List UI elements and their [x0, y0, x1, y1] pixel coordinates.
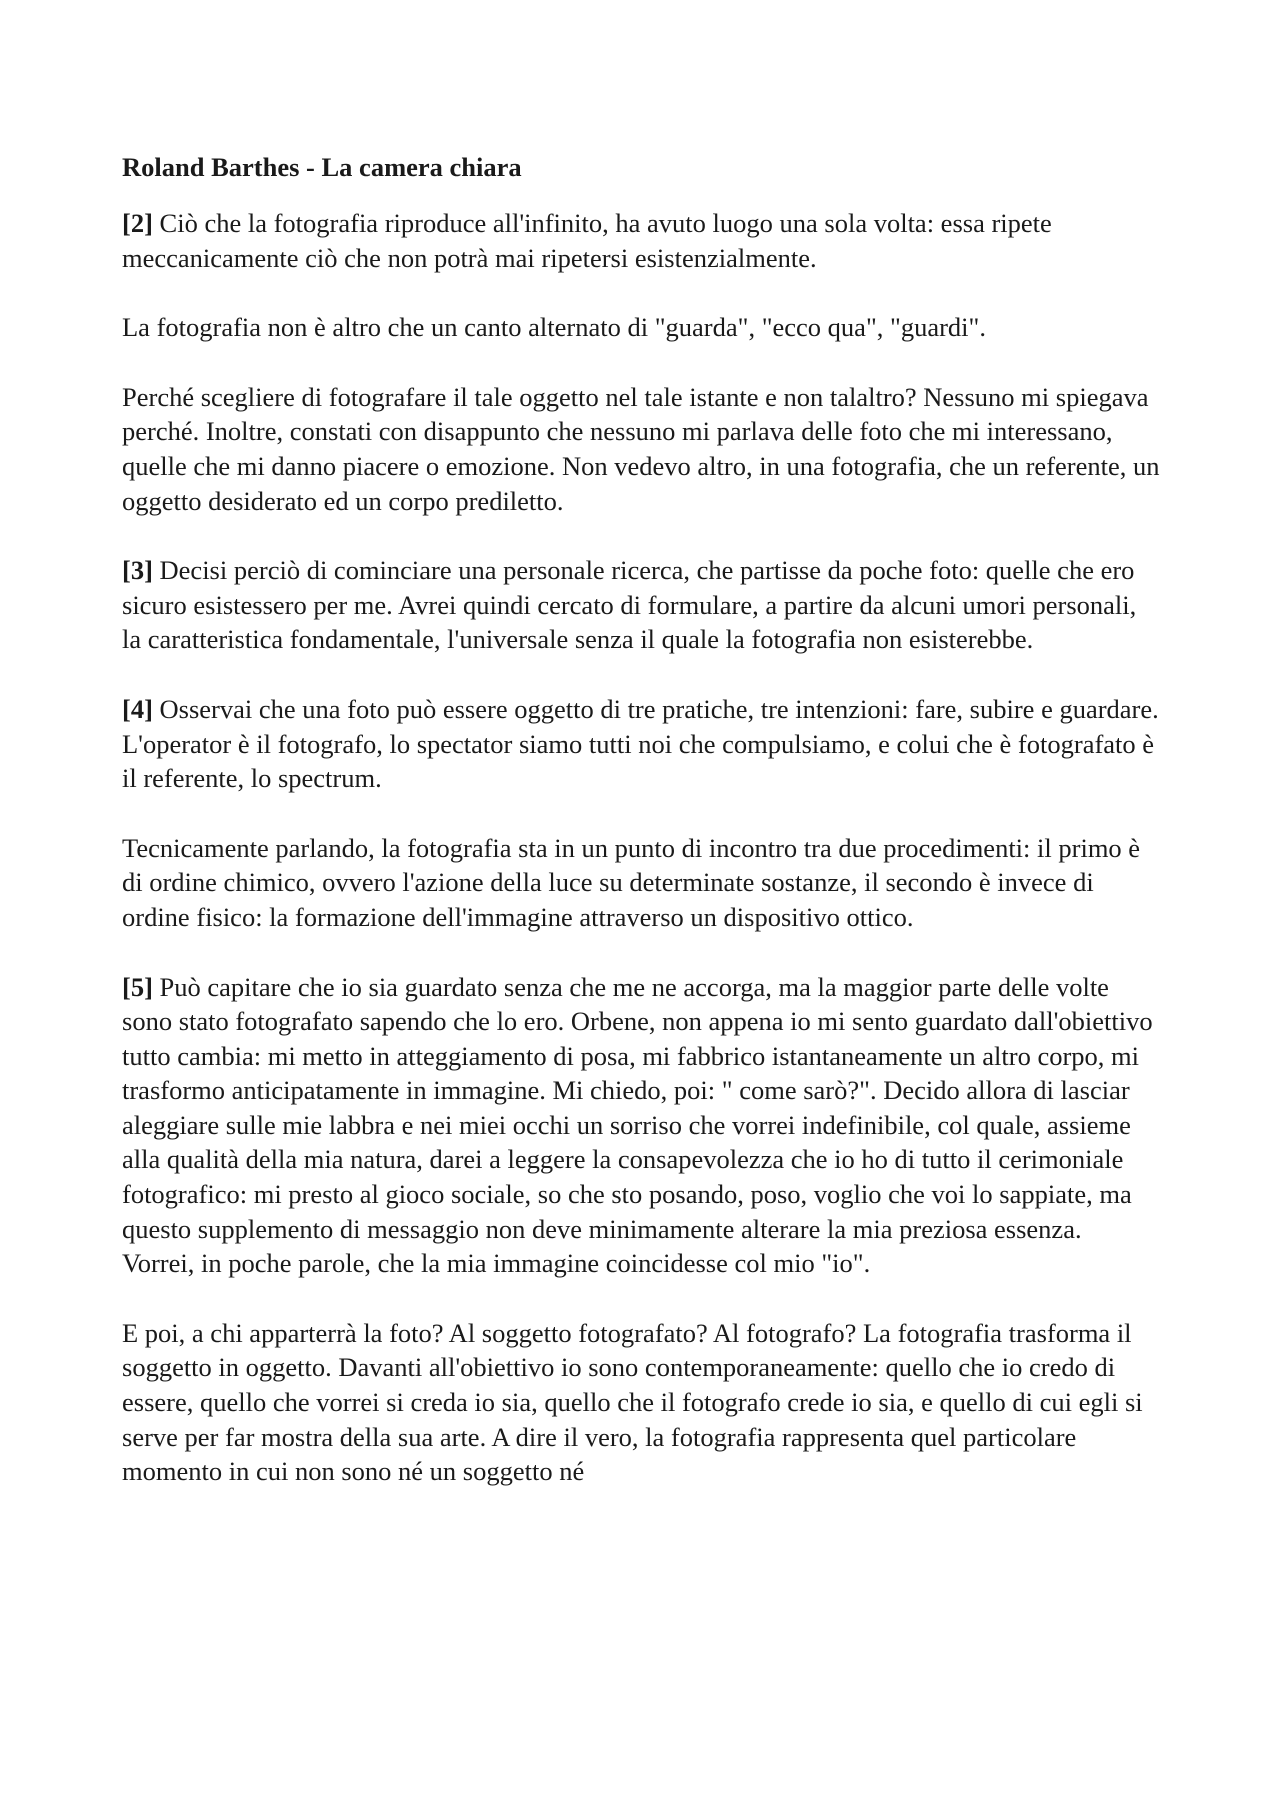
paragraph-text: E poi, a chi apparterrà la foto? Al soggetto fotografato? Al fotografo? La fotografia trasforma il soggetto in oggetto. Davanti all'obiettivo io sono contemporaneamente: quello che io credo di essere, quello che vorrei si creda io sia, quello che il fotografo crede io sia, e quello di cui egli si serve per far mostra della sua arte. A dire il vero, la fotografia rappresenta quel particolare momento in cui non sono né un soggetto né: [122, 1317, 1143, 1487]
paragraph: [122, 380, 1160, 518]
paragraph-text: Ciò che la fotografia riproduce all'infinito, ha avuto luogo una sola volta: essa ripete meccanicamente ciò che non potrà mai ripetersi esistenzialmente.: [122, 208, 1052, 273]
paragraph-text: La fotografia non è altro che un canto alternato di "guarda", "ecco qua", "guardi".: [122, 312, 986, 343]
paragraph-text: Tecnicamente parlando, la fotografia sta in un punto di incontro tra due procedimenti: il primo è di ordine chimico, ovvero l'azione della luce su determinate sostanze, il secondo è invece di ordine fisico: la formazione dell'immagine attraverso un dispositivo ottico.: [122, 832, 1141, 932]
paragraph-number: [5]: [122, 971, 153, 1002]
paragraph-text: Può capitare che io sia guardato senza che me ne accorga, ma la maggior parte delle volte sono stato fotografato sapendo che lo ero. Orbene, non appena io mi sento guardato dall'obiettivo tutto cambia: mi metto in atteggiamento di posa, mi fabbrico istantaneamente un altro corpo, mi trasformo anticipatamente in immagine. Mi chiedo, poi: " come sarò?". Decido allora di lasciar aleggiare sulle mie labbra e nei miei occhi un sorriso che vorrei indefinibile, col quale, assieme alla qualità della mia natura, darei a leggere la consapevolezza che io ho di tutto il cerimoniale fotografico: mi presto al gioco sociale, so che sto posando, poso, voglio che voi lo sappiate, ma questo supplemento di messaggio non deve minimamente alterare la mia preziosa essenza. Vorrei, in poche parole, che la mia immagine coincidesse col mio "io".: [122, 971, 1153, 1279]
paragraph: [122, 1316, 1160, 1489]
paragraph: [122, 831, 1160, 935]
paragraph-number: [3]: [122, 555, 153, 586]
paragraph-3: [122, 553, 1160, 657]
paragraph: [122, 310, 1160, 345]
paragraph-2: [122, 206, 1160, 275]
paragraph-number: [4]: [122, 693, 153, 724]
paragraph-text: Osservai che una foto può essere oggetto di tre pratiche, tre intenzioni: fare, subire e guardare. L'operator è il fotografo, lo spectator siamo tutti noi che compulsiamo, e colui che è fotografato è il referente, lo spectrum.: [122, 693, 1159, 794]
paragraph-text: Decisi perciò di cominciare una personale ricerca, che partisse da poche foto: quelle che ero sicuro esistessero per me. Avrei quindi cercato di formulare, a partire da alcuni umori personali, la caratteristica fondamentale, l'universale senza il quale la fotografia non esisterebbe.: [122, 555, 1137, 655]
paragraph-4: [122, 692, 1160, 796]
paragraph-5: [122, 970, 1160, 1281]
paragraph-number: [2]: [122, 208, 153, 238]
paragraph-text: Perché scegliere di fotografare il tale oggetto nel tale istante e non talaltro? Nessuno mi spiegava perché. Inoltre, constati con disappunto che nessuno mi parlava delle foto che mi interessano, quelle che mi danno piacere o emozione. Non vedevo altro, in una fotografia, che un referente, un oggetto desiderato ed un corpo prediletto.: [122, 381, 1160, 516]
document-title: Roland Barthes - La camera chiara: [122, 152, 522, 182]
